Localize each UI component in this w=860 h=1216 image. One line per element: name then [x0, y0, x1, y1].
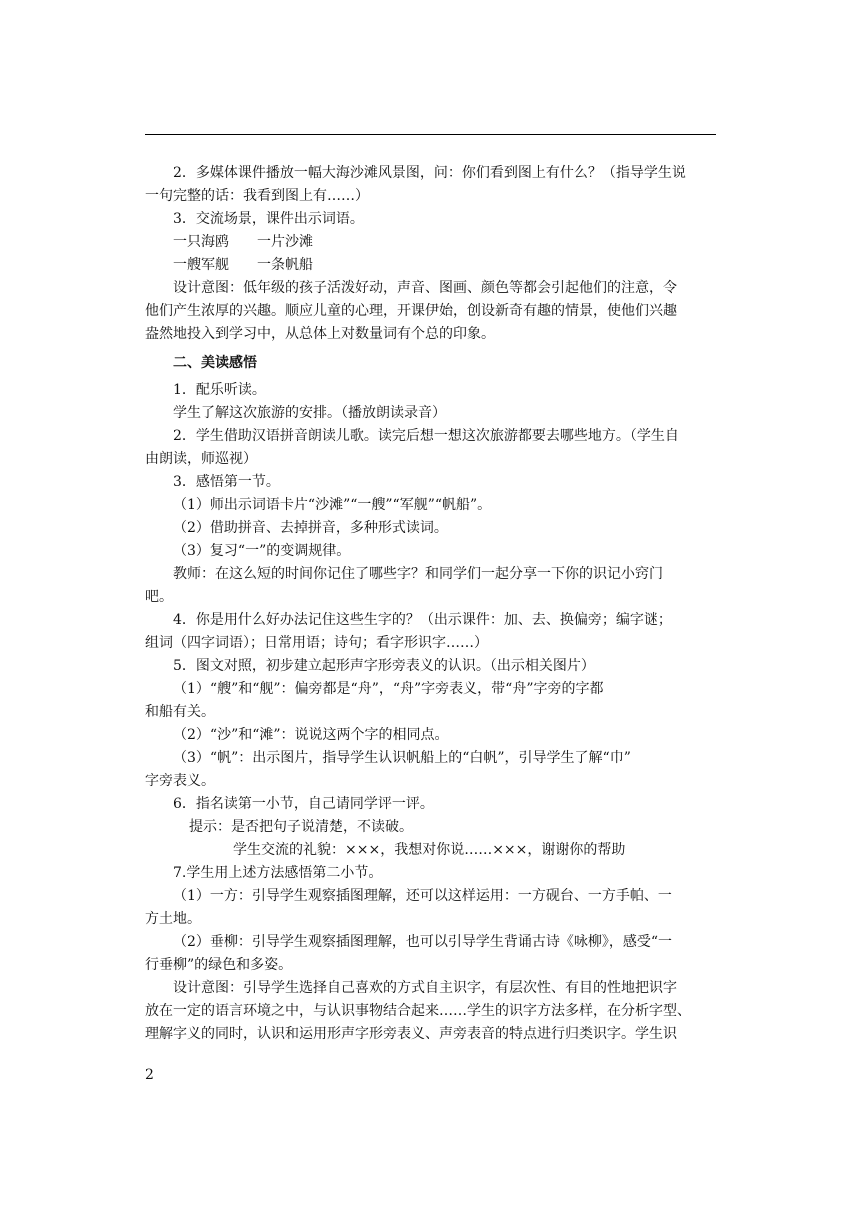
text-line: 由朗读，师巡视） [145, 451, 257, 467]
text-line: 方土地。 [145, 911, 201, 927]
text-line: （2）垂柳：引导学生观察插图理解，也可以引导学生背诵古诗《咏柳》，感受“一 [173, 934, 673, 950]
text-line: 学生交流的礼貌：×××，我想对你说……×××，谢谢你的帮助 [233, 842, 626, 858]
section-heading: 二、美读感悟 [173, 355, 257, 371]
text-line: 5．图文对照，初步建立起形声字形旁表义的认识。（出示相关图片） [173, 658, 595, 674]
text-line: 和船有关。 [145, 704, 215, 720]
text-line: 教师：在这么短的时间你记住了哪些字？和同学们一起分享一下你的识记小窍门 [173, 566, 663, 582]
text-line: 理解字义的同时，认识和运用形声字形旁表义、声旁表音的特点进行归类识字。学生识 [145, 1026, 677, 1042]
text-line: 3．感悟第一节。 [173, 474, 280, 490]
text-line: （1）一方：引导学生观察插图理解，还可以这样运用：一方砚台、一方手帕、一 [173, 888, 672, 904]
text-line: 盎然地投入到学习中，从总体上对数量词有个总的印象。 [145, 326, 495, 342]
text-line: 他们产生浓厚的兴趣。顺应儿童的心理，开课伊始，创设新奇有趣的情景，使他们兴趣 [145, 303, 677, 319]
text-line: 2．学生借助汉语拼音朗读儿歌。读完后想一想这次旅游都要去哪些地方。（学生自 [173, 428, 679, 444]
text-line: 字旁表义。 [145, 773, 215, 789]
header-rule [145, 134, 716, 135]
text-line: 4．你是用什么好办法记住这些生字的？（出示课件：加、去、换偏旁；编字谜； [173, 612, 672, 628]
text-line: 放在一定的语言环境之中，与认识事物结合起来……学生的识字方法多样，在分析字型、 [145, 1003, 691, 1019]
text-line: 学生了解这次旅游的安排。（播放朗读录音） [173, 405, 446, 421]
text-line: 6．指名读第一小节，自己请同学评一评。 [173, 796, 434, 812]
text-line: 提示：是否把句子说清楚，不读破。 [189, 819, 413, 835]
text-line: 行垂柳”的绿色和多姿。 [145, 957, 293, 973]
text-line: （3）复习“一”的变调规律。 [173, 543, 351, 559]
text-line: 一只海鸥 一片沙滩 [173, 234, 313, 250]
text-line: 一艘军舰 一条帆船 [173, 257, 313, 273]
text-line: （1）“艘”和“舰”：偏旁都是“舟”，“舟”字旁表义，带“舟”字旁的字都 [173, 681, 604, 697]
text-line: （2）“沙”和“滩”：说说这两个字的相同点。 [173, 727, 449, 743]
text-line: （1）师出示词语卡片“沙滩”“一艘”“军舰”“帆船”。 [173, 497, 492, 513]
text-line: 一句完整的话：我看到图上有……） [145, 188, 369, 204]
text-line: 1．配乐听读。 [173, 382, 266, 398]
text-line: 2．多媒体课件播放一幅大海沙滩风景图，问：你们看到图上有什么？（指导学生说 [173, 165, 686, 181]
text-line: （3）“帆”：出示图片，指导学生认识帆船上的“白帆”，引导学生了解“巾” [173, 750, 631, 766]
text-line: 3．交流场景，课件出示词语。 [173, 211, 364, 227]
text-line: 设计意图：低年级的孩子活泼好动，声音、图画、颜色等都会引起他们的注意，令 [173, 280, 677, 296]
text-line: 设计意图：引导学生选择自己喜欢的方式自主识字，有层次性、有目的性地把识字 [173, 980, 677, 996]
text-line: 组词（四字词语）；日常用语；诗句；看字形识字……） [145, 635, 488, 651]
text-line: 7.学生用上述方法感悟第二小节。 [173, 865, 383, 881]
text-line: 吧。 [145, 589, 173, 605]
document-body [145, 162, 716, 1046]
page-number: 2 [145, 1067, 154, 1083]
text-line: （2）借助拼音、去掉拼音，多种形式读词。 [173, 520, 448, 536]
